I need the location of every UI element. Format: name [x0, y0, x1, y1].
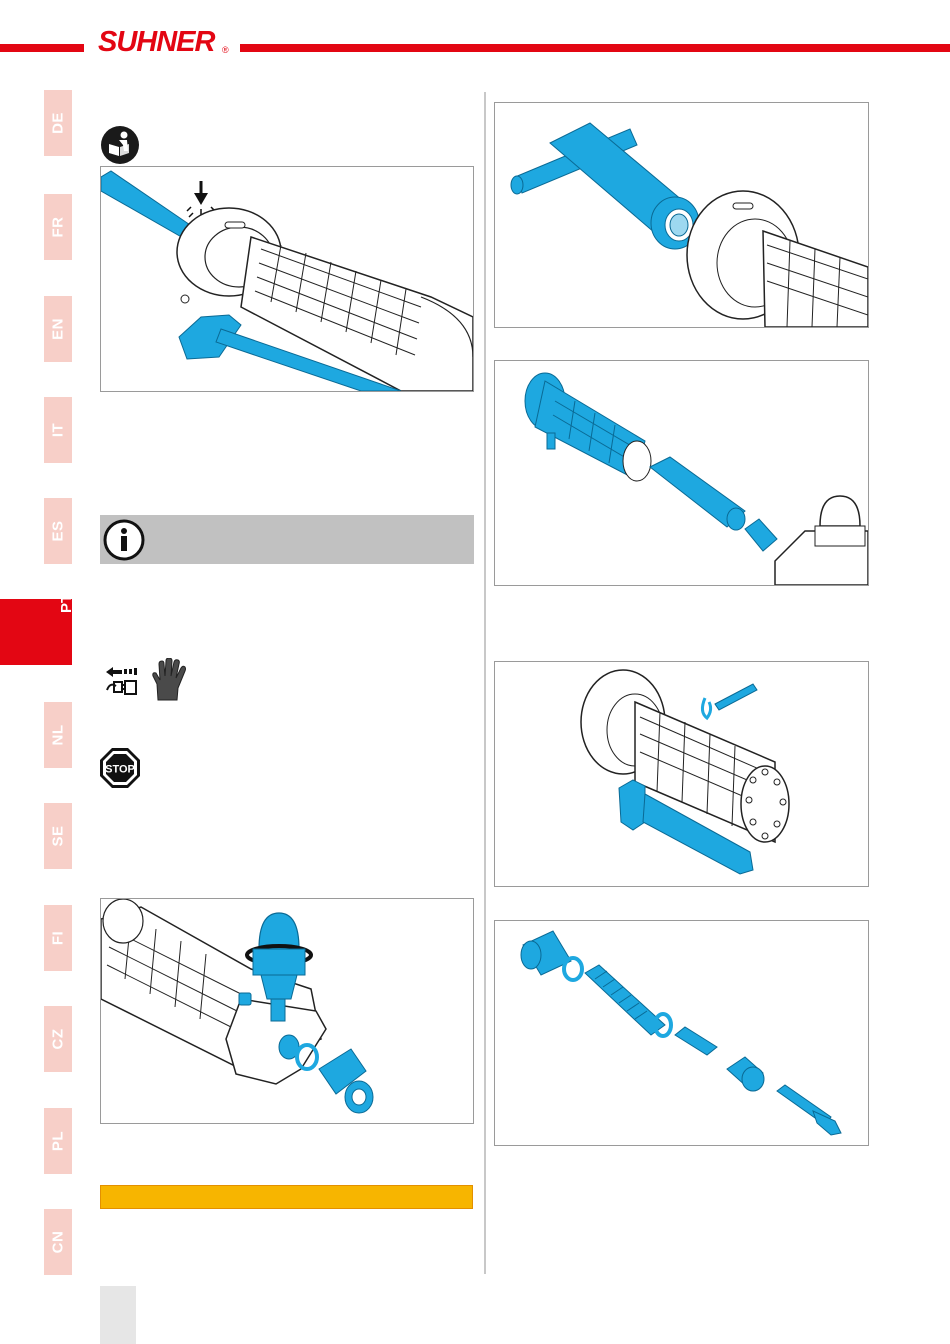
page-number-block — [100, 1286, 136, 1344]
lang-tab-pt[interactable]: PT — [0, 599, 72, 665]
figure-handle-locking-lever — [100, 166, 474, 392]
caution-bar — [100, 1185, 473, 1209]
lang-tab-fi[interactable]: FI — [44, 905, 72, 971]
brand-registered-mark: ® — [222, 45, 229, 55]
read-manual-icon — [100, 125, 140, 165]
figure-lever-pin-assembly — [494, 661, 869, 887]
header-bar-right — [240, 44, 950, 52]
brand-logo — [96, 24, 234, 58]
brand-logo-text: SUHNER — [98, 26, 215, 58]
gloves-icon — [150, 658, 188, 702]
figure-tommy-bar-wrench — [494, 102, 869, 328]
unplug-icon — [104, 664, 138, 698]
note-bar — [100, 515, 474, 564]
lang-tab-de[interactable]: DE — [44, 90, 72, 156]
lang-tab-es[interactable]: ES — [44, 498, 72, 564]
lang-tab-fr[interactable]: FR — [44, 194, 72, 260]
header-bar-left — [0, 44, 84, 52]
figure-spring-shaft-parts — [494, 920, 869, 1146]
lang-tab-it[interactable]: IT — [44, 397, 72, 463]
lang-tab-pl[interactable]: PL — [44, 1108, 72, 1174]
stop-icon — [99, 747, 141, 789]
figure-cap-adapter-assembly — [100, 898, 474, 1124]
figure-spindle-exploded — [494, 360, 869, 586]
lang-tab-en[interactable]: EN — [44, 296, 72, 362]
stop-label: STOP — [105, 763, 135, 776]
lang-tab-se[interactable]: SE — [44, 803, 72, 869]
column-divider — [484, 92, 486, 1274]
lang-tab-nl[interactable]: NL — [44, 702, 72, 768]
lang-tab-cz[interactable]: CZ — [44, 1006, 72, 1072]
lang-tab-cn[interactable]: CN — [44, 1209, 72, 1275]
info-icon — [102, 518, 146, 562]
